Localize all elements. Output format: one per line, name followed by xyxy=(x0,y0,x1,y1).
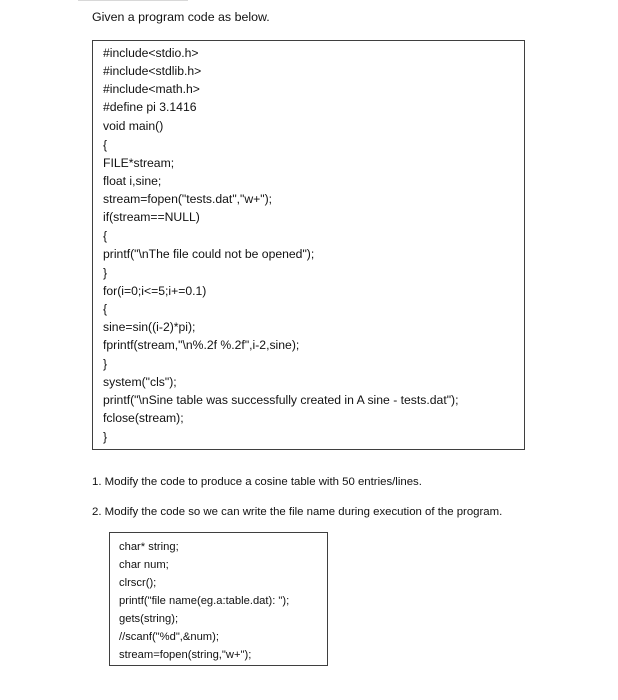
top-divider xyxy=(78,0,188,1)
code-line: #include<stdlib.h> xyxy=(103,64,202,78)
question-item: 1. Modify the code to produce a cosine table with 50 entries/lines. xyxy=(92,476,422,488)
code-line: if(stream==NULL) xyxy=(103,210,200,224)
code-line: { xyxy=(103,138,108,152)
snippet-line: clrscr(); xyxy=(119,577,157,589)
code-line: system("cls"); xyxy=(103,375,177,389)
snippet-line: gets(string); xyxy=(119,613,179,625)
snippet-line: //scanf("%d",&num); xyxy=(119,631,219,643)
code-line: #include<math.h> xyxy=(103,82,200,96)
code-line: sine=sin((i-2)*pi); xyxy=(103,320,196,334)
code-line: } xyxy=(103,266,108,280)
code-line: fprintf(stream,"\n%.2f %.2f",i-2,sine); xyxy=(103,338,300,352)
code-line: { xyxy=(103,229,108,243)
snippet-line: char* string; xyxy=(119,541,179,553)
snippet-line: char num; xyxy=(119,559,169,571)
code-line: fclose(stream); xyxy=(103,411,184,425)
document-heading: Given a program code as below. xyxy=(92,10,270,24)
code-line: #define pi 3.1416 xyxy=(103,100,197,114)
code-line: FILE*stream; xyxy=(103,156,175,170)
code-line: { xyxy=(103,302,108,316)
code-line: } xyxy=(103,430,108,444)
code-line: float i,sine; xyxy=(103,174,162,188)
code-line: printf("\nThe file could not be opened"); xyxy=(103,247,315,261)
question-item: 2. Modify the code so we can write the file name during execution of the program. xyxy=(92,506,503,518)
code-line: void main() xyxy=(103,119,164,133)
code-line: } xyxy=(103,357,108,371)
code-line: for(i=0;i<=5;i+=0.1) xyxy=(103,284,207,298)
code-snippet-box xyxy=(109,532,328,666)
snippet-line: printf("file name(eg.a:table.dat): "); xyxy=(119,595,290,607)
program-code-box xyxy=(92,40,525,450)
code-line: #include<stdio.h> xyxy=(103,46,199,60)
code-line: printf("\nSine table was successfully created in A sine - tests.dat"); xyxy=(103,393,459,407)
snippet-line: stream=fopen(string,"w+"); xyxy=(119,649,252,661)
code-line: stream=fopen("tests.dat","w+"); xyxy=(103,192,273,206)
